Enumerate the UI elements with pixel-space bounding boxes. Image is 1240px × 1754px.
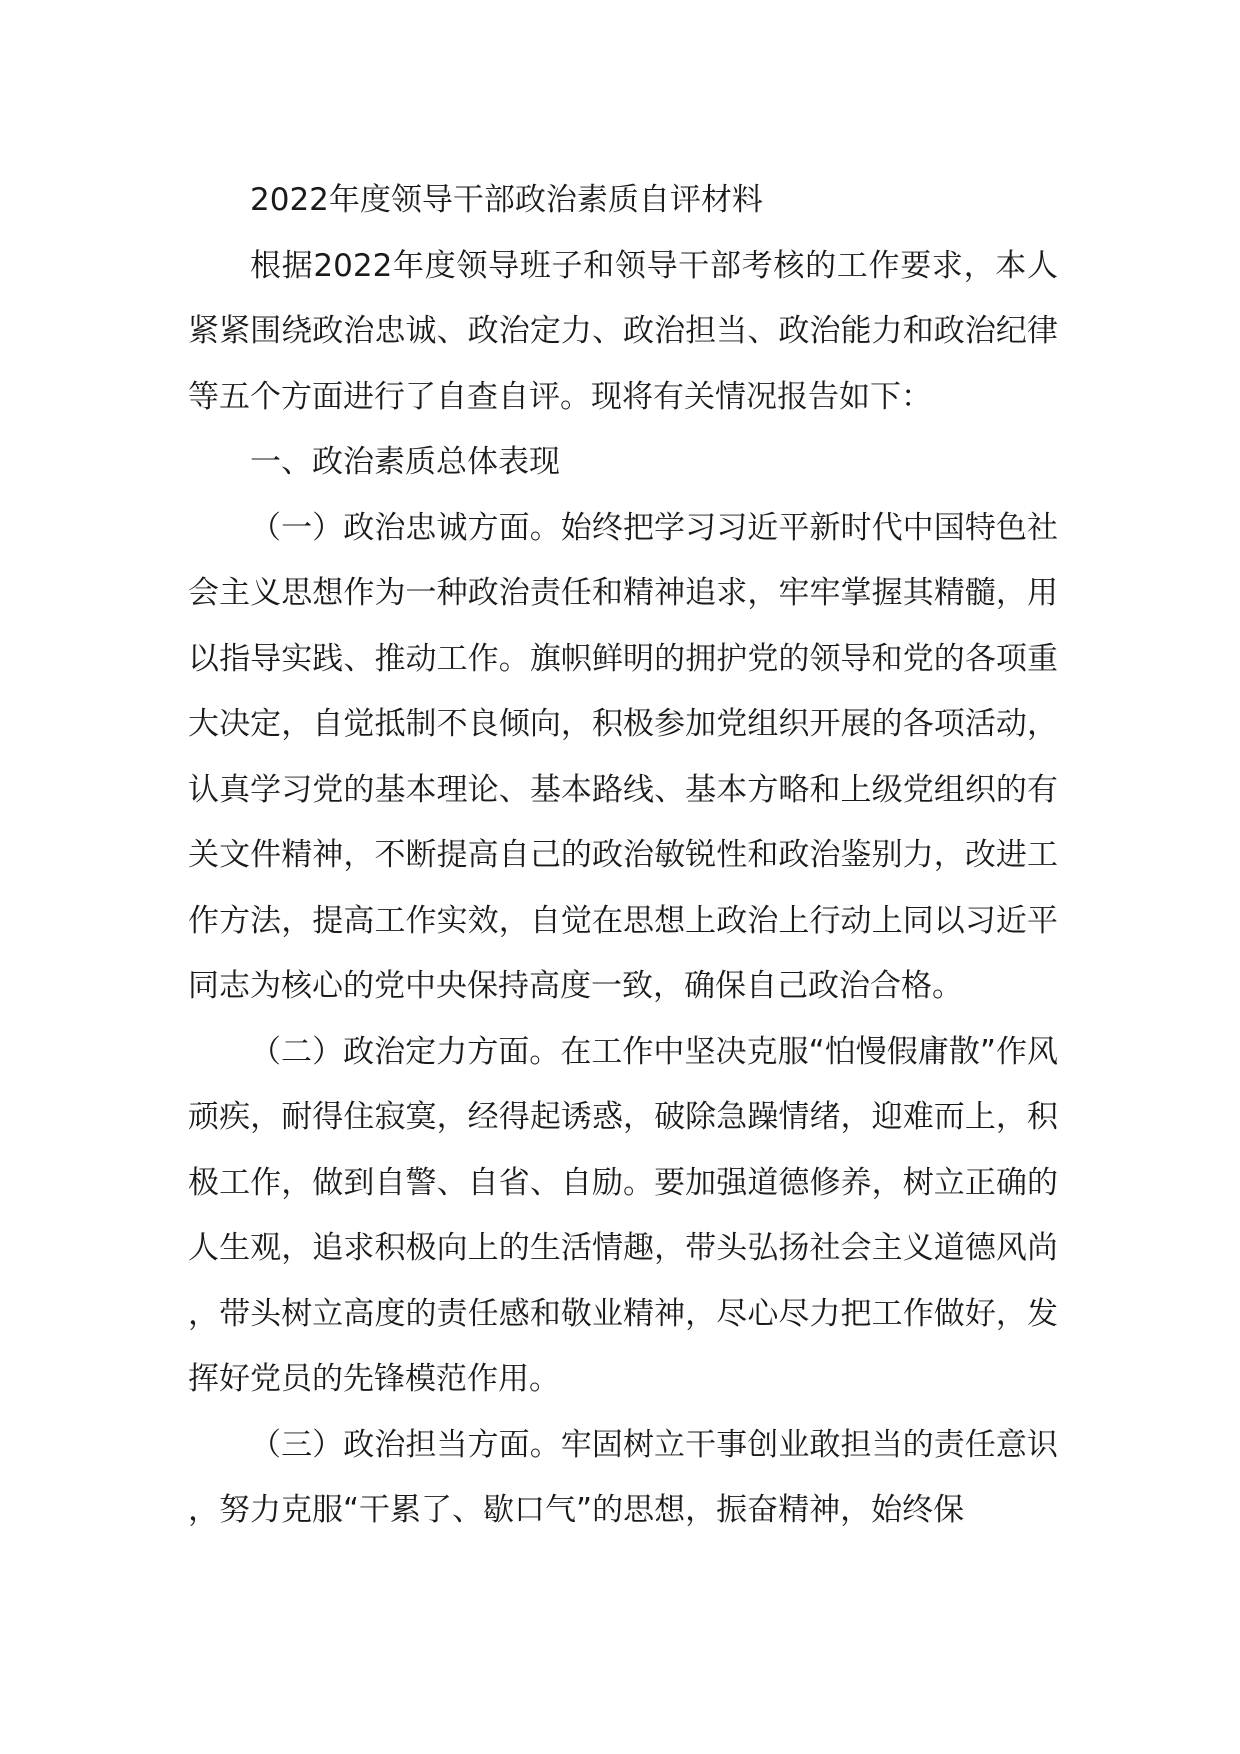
- paragraph-political-resolve: （二）政治定力方面。在工作中坚决克服“怕慢假庸散”作风顽疾，耐得住寂寞，经得起诱惑，破除急躁情绪，迎难而上，积极工作，做到自警、自省、自励。要加强道德修养，树立正确的人生观，追求积极向上的生活情趣，带头弘扬社会主义道德风尚，带头树立高度的责任感和敬业精神，尽心尽力把工作做好，发挥好党员的先锋模范作用。: [188, 1033, 1058, 1397]
- paragraph-political-responsibility: （三）政治担当方面。牢固树立干事创业敢担当的责任意识，努力克服“干累了、歇口气”的思想，振奋精神，始终保: [188, 1426, 1058, 1528]
- document-body: [188, 168, 1058, 1544]
- section-heading: 一、政治素质总体表现: [250, 444, 560, 480]
- intro-paragraph: 根据2022年度领导班子和领导干部考核的工作要求，本人紧紧围绕政治忠诚、政治定力、政治担当、政治能力和政治纪律等五个方面进行了自查自评。现将有关情况报告如下：: [188, 247, 1058, 415]
- document-title: 2022年度领导干部政治素质自评材料: [250, 182, 763, 218]
- paragraph-political-loyalty: （一）政治忠诚方面。始终把学习习近平新时代中国特色社会主义思想作为一种政治责任和精神追求，牢牢掌握其精髓，用以指导实践、推动工作。旗帜鲜明的拥护党的领导和党的各项重大决定，自觉抵制不良倾向，积极参加党组织开展的各项活动，认真学习党的基本理论、基本路线、基本方略和上级党组织的有关文件精神，不断提高自己的政治敏锐性和政治鉴别力，改进工作方法，提高工作实效，自觉在思想上政治上行动上同以习近平同志为核心的党中央保持高度一致，确保自己政治合格。: [188, 509, 1058, 1004]
